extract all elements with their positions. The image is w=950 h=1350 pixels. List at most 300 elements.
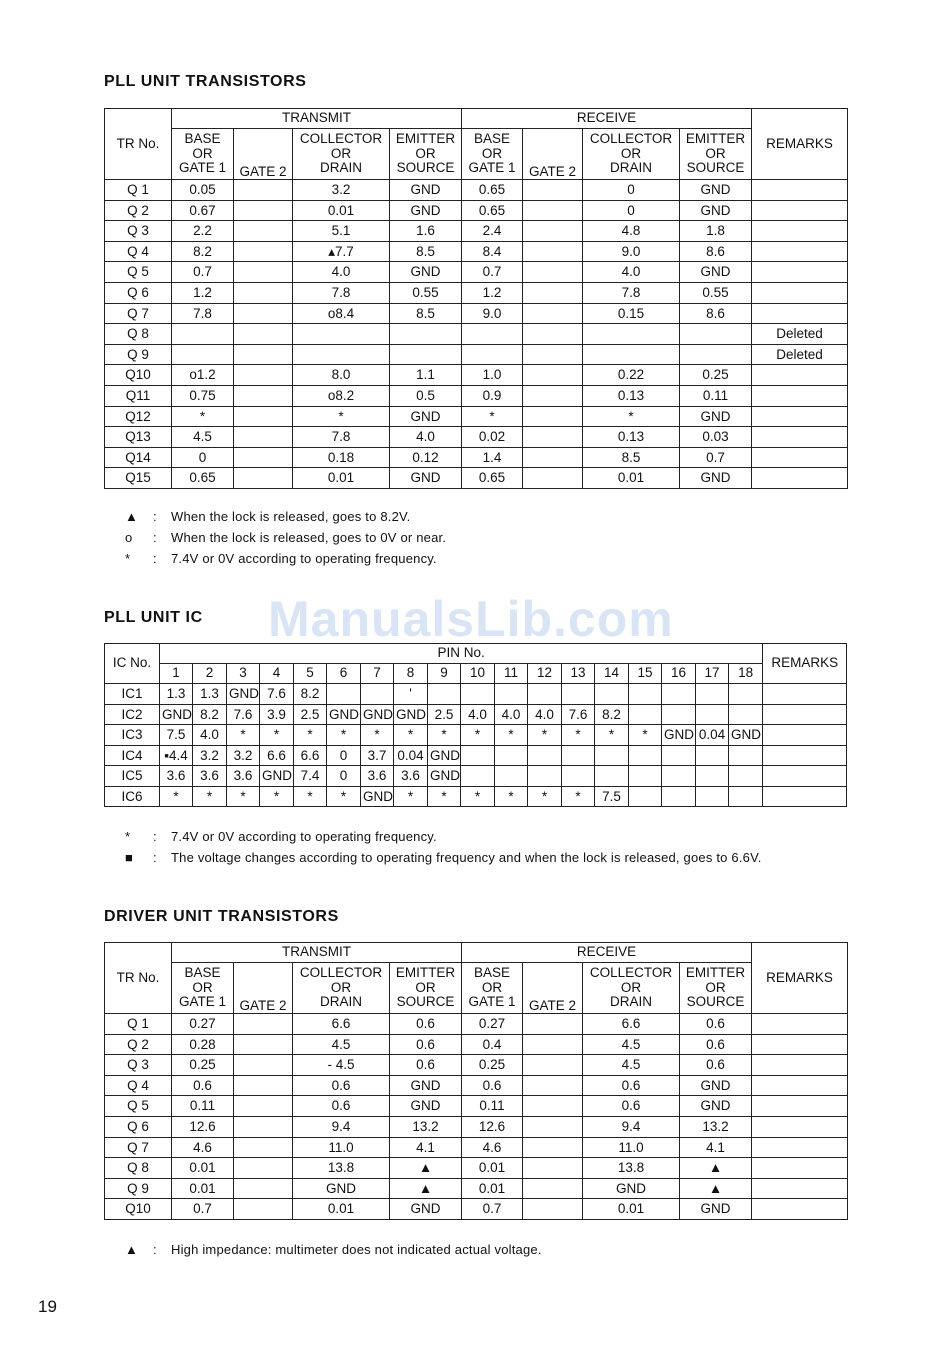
value-cell: 13.8 bbox=[293, 1158, 390, 1179]
value-cell bbox=[696, 766, 729, 787]
row-label-cell: Q11 bbox=[105, 385, 172, 406]
value-cell: * bbox=[428, 786, 461, 807]
value-cell bbox=[234, 180, 293, 201]
note-line: * : 7.4V or 0V according to operating frequency. bbox=[125, 551, 437, 566]
value-cell: 0.01 bbox=[583, 1199, 680, 1220]
value-cell bbox=[234, 385, 293, 406]
row-label-cell: Q 7 bbox=[105, 1137, 172, 1158]
value-cell: 0.01 bbox=[172, 1178, 234, 1199]
driver-transistors-title: DRIVER UNIT TRANSISTORS bbox=[104, 908, 339, 925]
table-row bbox=[105, 745, 847, 766]
row-label-cell: Q 2 bbox=[105, 1034, 172, 1055]
value-cell: * bbox=[260, 786, 294, 807]
value-cell bbox=[495, 684, 528, 705]
header-pin-no: PIN No. bbox=[160, 644, 763, 664]
row-label-cell: Q 1 bbox=[105, 180, 172, 201]
header-remarks: REMARKS bbox=[763, 644, 847, 684]
value-cell bbox=[234, 262, 293, 283]
table-row bbox=[105, 1055, 848, 1076]
value-cell: 8.5 bbox=[390, 241, 462, 262]
driver-transistors-table bbox=[104, 942, 848, 1220]
value-cell: 0.25 bbox=[680, 365, 752, 386]
header-receive: RECEIVE bbox=[462, 109, 752, 129]
value-cell bbox=[293, 344, 390, 365]
value-cell: 0.25 bbox=[462, 1055, 523, 1076]
value-cell: 0.02 bbox=[462, 427, 523, 448]
row-label-cell: Q 7 bbox=[105, 303, 172, 324]
value-cell: 2.5 bbox=[294, 704, 327, 725]
value-cell: 3.6 bbox=[193, 766, 227, 787]
table-row bbox=[105, 221, 848, 242]
value-cell: GND bbox=[361, 704, 394, 725]
row-label-cell: IC5 bbox=[105, 766, 160, 787]
value-cell bbox=[752, 1014, 848, 1035]
note-text: When the lock is released, goes to 8.2V. bbox=[171, 509, 411, 524]
value-cell: * bbox=[461, 725, 495, 746]
value-cell: 0.6 bbox=[680, 1055, 752, 1076]
note-symbol: ▲ bbox=[125, 1242, 139, 1257]
value-cell: 8.6 bbox=[680, 303, 752, 324]
value-cell bbox=[327, 684, 361, 705]
value-cell: * bbox=[528, 786, 562, 807]
value-cell: * bbox=[583, 406, 680, 427]
value-cell: 1.6 bbox=[390, 221, 462, 242]
value-cell bbox=[234, 1034, 293, 1055]
value-cell bbox=[752, 262, 848, 283]
table-row bbox=[105, 344, 848, 365]
value-cell: 0.13 bbox=[583, 385, 680, 406]
value-cell bbox=[462, 344, 523, 365]
value-cell: 3.6 bbox=[160, 766, 193, 787]
pin-number-header: 18 bbox=[729, 664, 763, 684]
row-label-cell: Q13 bbox=[105, 427, 172, 448]
note-line: ▲ : When the lock is released, goes to 8.2V. bbox=[125, 509, 411, 524]
value-cell: * bbox=[495, 786, 528, 807]
value-cell: 7.4 bbox=[294, 766, 327, 787]
value-cell bbox=[752, 447, 848, 468]
row-label-cell: Q10 bbox=[105, 1199, 172, 1220]
value-cell: * bbox=[428, 725, 461, 746]
value-cell: 0.6 bbox=[293, 1075, 390, 1096]
value-cell bbox=[234, 200, 293, 221]
value-cell bbox=[523, 1055, 583, 1076]
value-cell bbox=[234, 1199, 293, 1220]
value-cell: 8.4 bbox=[462, 241, 523, 262]
value-cell: 4.0 bbox=[528, 704, 562, 725]
value-cell bbox=[752, 1034, 848, 1055]
header-emitter-source: EMITTER OR SOURCE bbox=[390, 963, 462, 1014]
value-cell: 2.2 bbox=[172, 221, 234, 242]
value-cell: GND bbox=[680, 180, 752, 201]
value-cell: 0.05 bbox=[172, 180, 234, 201]
value-cell: 0.03 bbox=[680, 427, 752, 448]
value-cell bbox=[523, 406, 583, 427]
pin-number-header: 7 bbox=[361, 664, 394, 684]
pin-number-header: 12 bbox=[528, 664, 562, 684]
watermark: ManualsLib.com bbox=[268, 591, 674, 647]
row-label-cell: IC1 bbox=[105, 684, 160, 705]
table-row bbox=[105, 406, 848, 427]
value-cell: 8.2 bbox=[294, 684, 327, 705]
value-cell bbox=[562, 766, 595, 787]
value-cell bbox=[528, 745, 562, 766]
value-cell: GND bbox=[361, 786, 394, 807]
table-row bbox=[105, 180, 848, 201]
value-cell: 4.0 bbox=[390, 427, 462, 448]
value-cell bbox=[752, 180, 848, 201]
value-cell bbox=[752, 200, 848, 221]
value-cell bbox=[234, 241, 293, 262]
value-cell: 0.28 bbox=[172, 1034, 234, 1055]
value-cell: 0.65 bbox=[462, 200, 523, 221]
row-label-cell: Q 3 bbox=[105, 221, 172, 242]
header-emitter-source: EMITTER OR SOURCE bbox=[390, 129, 462, 180]
value-cell: 4.0 bbox=[461, 704, 495, 725]
value-cell: * bbox=[227, 786, 260, 807]
header-collector-drain: COLLECTOR OR DRAIN bbox=[583, 129, 680, 180]
value-cell bbox=[752, 427, 848, 448]
value-cell: 0.6 bbox=[293, 1096, 390, 1117]
value-cell: GND bbox=[680, 1075, 752, 1096]
pin-number-header: 6 bbox=[327, 664, 361, 684]
value-cell: GND bbox=[662, 725, 696, 746]
value-cell: 0.6 bbox=[390, 1055, 462, 1076]
value-cell bbox=[729, 684, 763, 705]
value-cell bbox=[680, 324, 752, 345]
value-cell: 2.5 bbox=[428, 704, 461, 725]
value-cell: o1.2 bbox=[172, 365, 234, 386]
table-row bbox=[105, 303, 848, 324]
value-cell: ▴7.7 bbox=[293, 241, 390, 262]
pll-ic-body bbox=[105, 684, 847, 807]
value-cell: 0.11 bbox=[172, 1096, 234, 1117]
value-cell bbox=[629, 745, 662, 766]
value-cell: Deleted bbox=[752, 324, 848, 345]
value-cell bbox=[523, 1116, 583, 1137]
value-cell bbox=[729, 786, 763, 807]
value-cell: o8.2 bbox=[293, 385, 390, 406]
value-cell bbox=[752, 1137, 848, 1158]
value-cell: * bbox=[294, 725, 327, 746]
table-row bbox=[105, 385, 848, 406]
pin-number-header: 1 bbox=[160, 664, 193, 684]
value-cell bbox=[696, 684, 729, 705]
table-row bbox=[105, 1014, 848, 1035]
table-row bbox=[105, 241, 848, 262]
value-cell: 1.3 bbox=[193, 684, 227, 705]
value-cell: 0.55 bbox=[680, 282, 752, 303]
value-cell bbox=[662, 684, 696, 705]
note-text: 7.4V or 0V according to operating frequency. bbox=[171, 829, 437, 844]
value-cell: * bbox=[528, 725, 562, 746]
value-cell bbox=[629, 704, 662, 725]
table-row bbox=[105, 200, 848, 221]
value-cell bbox=[523, 180, 583, 201]
row-label-cell: Q 6 bbox=[105, 1116, 172, 1137]
note-text: High impedance: multimeter does not indicated actual voltage. bbox=[171, 1242, 542, 1257]
value-cell: 4.5 bbox=[293, 1034, 390, 1055]
table-row bbox=[105, 324, 848, 345]
value-cell: 0.01 bbox=[293, 200, 390, 221]
value-cell: 1.8 bbox=[680, 221, 752, 242]
note-symbol: * bbox=[125, 829, 131, 844]
value-cell: 3.7 bbox=[361, 745, 394, 766]
table-row bbox=[105, 262, 848, 283]
value-cell: 0.6 bbox=[583, 1075, 680, 1096]
value-cell: * bbox=[562, 725, 595, 746]
table-row bbox=[105, 786, 847, 807]
value-cell: 0.22 bbox=[583, 365, 680, 386]
value-cell: 8.5 bbox=[583, 447, 680, 468]
value-cell bbox=[523, 1096, 583, 1117]
pll-ic-table bbox=[104, 643, 847, 807]
pin-number-header: 9 bbox=[428, 664, 461, 684]
value-cell bbox=[234, 468, 293, 489]
row-label-cell: Q14 bbox=[105, 447, 172, 468]
value-cell: 8.2 bbox=[595, 704, 629, 725]
value-cell: GND bbox=[327, 704, 361, 725]
value-cell: GND bbox=[680, 1199, 752, 1220]
row-label-cell: Q10 bbox=[105, 365, 172, 386]
value-cell bbox=[293, 324, 390, 345]
value-cell: GND bbox=[680, 1096, 752, 1117]
value-cell: 11.0 bbox=[583, 1137, 680, 1158]
pll-transistors-table bbox=[104, 108, 848, 489]
value-cell: 0.27 bbox=[172, 1014, 234, 1035]
pin-number-header: 13 bbox=[562, 664, 595, 684]
value-cell: GND bbox=[390, 406, 462, 427]
value-cell: 0.13 bbox=[583, 427, 680, 448]
value-cell bbox=[523, 1014, 583, 1035]
value-cell bbox=[390, 324, 462, 345]
value-cell bbox=[662, 704, 696, 725]
table-row bbox=[105, 704, 847, 725]
table-row bbox=[105, 447, 848, 468]
header-base-gate1: BASE OR GATE 1 bbox=[462, 129, 523, 180]
value-cell: 0.11 bbox=[462, 1096, 523, 1117]
row-label-cell: Q 5 bbox=[105, 1096, 172, 1117]
value-cell: 0 bbox=[327, 745, 361, 766]
pin-number-header: 3 bbox=[227, 664, 260, 684]
value-cell bbox=[752, 1158, 848, 1179]
value-cell: 4.0 bbox=[495, 704, 528, 725]
value-cell: GND bbox=[680, 468, 752, 489]
value-cell: 4.5 bbox=[172, 427, 234, 448]
value-cell bbox=[523, 1034, 583, 1055]
value-cell: 8.5 bbox=[390, 303, 462, 324]
value-cell: * bbox=[160, 786, 193, 807]
value-cell: * bbox=[193, 786, 227, 807]
value-cell bbox=[752, 1055, 848, 1076]
value-cell: 2.4 bbox=[462, 221, 523, 242]
value-cell bbox=[752, 1178, 848, 1199]
page-number: 19 bbox=[38, 1297, 57, 1316]
value-cell: 3.6 bbox=[361, 766, 394, 787]
value-cell: 0.9 bbox=[462, 385, 523, 406]
value-cell: 7.8 bbox=[172, 303, 234, 324]
pin-number-header: 4 bbox=[260, 664, 294, 684]
value-cell: 0.18 bbox=[293, 447, 390, 468]
pin-number-header: 11 bbox=[495, 664, 528, 684]
value-cell: 0.6 bbox=[680, 1034, 752, 1055]
value-cell: * bbox=[327, 725, 361, 746]
value-cell: 1.1 bbox=[390, 365, 462, 386]
value-cell: GND bbox=[390, 1096, 462, 1117]
value-cell: 0.04 bbox=[394, 745, 428, 766]
value-cell bbox=[763, 745, 847, 766]
row-label-cell: IC6 bbox=[105, 786, 160, 807]
table-row bbox=[105, 725, 847, 746]
table-row bbox=[105, 282, 848, 303]
value-cell: o8.4 bbox=[293, 303, 390, 324]
value-cell: 3.6 bbox=[394, 766, 428, 787]
value-cell bbox=[523, 1158, 583, 1179]
value-cell bbox=[752, 468, 848, 489]
table-row bbox=[105, 1158, 848, 1179]
value-cell: 4.0 bbox=[583, 262, 680, 283]
value-cell: 7.8 bbox=[293, 427, 390, 448]
value-cell: 7.5 bbox=[160, 725, 193, 746]
value-cell: 7.8 bbox=[583, 282, 680, 303]
value-cell bbox=[752, 1116, 848, 1137]
value-cell: * bbox=[394, 786, 428, 807]
table-row bbox=[105, 1034, 848, 1055]
value-cell bbox=[523, 241, 583, 262]
value-cell: ▲ bbox=[680, 1158, 752, 1179]
driver-transistors-body bbox=[105, 1014, 848, 1220]
value-cell: 3.2 bbox=[227, 745, 260, 766]
value-cell: 0.25 bbox=[172, 1055, 234, 1076]
value-cell: 9.4 bbox=[583, 1116, 680, 1137]
value-cell bbox=[234, 1137, 293, 1158]
value-cell: 0 bbox=[172, 447, 234, 468]
value-cell bbox=[523, 365, 583, 386]
value-cell bbox=[629, 766, 662, 787]
value-cell: 0.67 bbox=[172, 200, 234, 221]
value-cell: 8.2 bbox=[193, 704, 227, 725]
value-cell: 4.5 bbox=[583, 1034, 680, 1055]
value-cell: 11.0 bbox=[293, 1137, 390, 1158]
value-cell bbox=[562, 684, 595, 705]
value-cell: 13.2 bbox=[680, 1116, 752, 1137]
note-line: ▲ : High impedance: multimeter does not indicated actual voltage. bbox=[125, 1242, 542, 1257]
value-cell bbox=[523, 221, 583, 242]
value-cell bbox=[234, 1075, 293, 1096]
value-cell: 7.6 bbox=[562, 704, 595, 725]
table-row bbox=[105, 684, 847, 705]
value-cell bbox=[523, 1137, 583, 1158]
value-cell: 6.6 bbox=[294, 745, 327, 766]
value-cell bbox=[234, 344, 293, 365]
value-cell bbox=[729, 745, 763, 766]
value-cell bbox=[583, 324, 680, 345]
value-cell: 0.6 bbox=[680, 1014, 752, 1035]
value-cell bbox=[629, 786, 662, 807]
value-cell: 0.01 bbox=[293, 468, 390, 489]
value-cell: GND bbox=[394, 704, 428, 725]
note-line: * : 7.4V or 0V according to operating frequency. bbox=[125, 829, 437, 844]
header-gate2: GATE 2 bbox=[523, 129, 583, 180]
value-cell bbox=[583, 344, 680, 365]
row-label-cell: IC3 bbox=[105, 725, 160, 746]
value-cell: 8.2 bbox=[172, 241, 234, 262]
row-label-cell: Q 2 bbox=[105, 200, 172, 221]
value-cell: * bbox=[172, 406, 234, 427]
row-label-cell: Q 1 bbox=[105, 1014, 172, 1035]
value-cell: 7.8 bbox=[293, 282, 390, 303]
header-transmit: TRANSMIT bbox=[172, 943, 462, 963]
pin-number-header: 8 bbox=[394, 664, 428, 684]
value-cell: GND bbox=[428, 766, 461, 787]
value-cell bbox=[523, 447, 583, 468]
value-cell bbox=[763, 786, 847, 807]
pin-number-header: 5 bbox=[294, 664, 327, 684]
value-cell bbox=[752, 365, 848, 386]
value-cell: GND bbox=[227, 684, 260, 705]
row-label-cell: Q15 bbox=[105, 468, 172, 489]
value-cell bbox=[234, 324, 293, 345]
value-cell: 3.2 bbox=[293, 180, 390, 201]
value-cell bbox=[595, 745, 629, 766]
value-cell: 13.2 bbox=[390, 1116, 462, 1137]
value-cell: 0.7 bbox=[680, 447, 752, 468]
value-cell: 12.6 bbox=[462, 1116, 523, 1137]
value-cell: 4.1 bbox=[680, 1137, 752, 1158]
value-cell: 0.65 bbox=[462, 180, 523, 201]
pll-ic-title: PLL UNIT IC bbox=[104, 609, 203, 626]
header-tr-no: TR No. bbox=[105, 109, 172, 180]
value-cell: 0.01 bbox=[462, 1158, 523, 1179]
value-cell: GND bbox=[680, 200, 752, 221]
value-cell: 4.1 bbox=[390, 1137, 462, 1158]
value-cell bbox=[523, 282, 583, 303]
value-cell: 9.4 bbox=[293, 1116, 390, 1137]
pin-number-row bbox=[105, 664, 847, 684]
note-line: o : When the lock is released, goes to 0V or near. bbox=[125, 530, 447, 545]
value-cell bbox=[595, 684, 629, 705]
table-row bbox=[105, 427, 848, 448]
value-cell bbox=[172, 324, 234, 345]
value-cell bbox=[234, 1096, 293, 1117]
value-cell: GND bbox=[293, 1178, 390, 1199]
row-label-cell: Q 4 bbox=[105, 1075, 172, 1096]
value-cell: 0.01 bbox=[583, 468, 680, 489]
value-cell bbox=[696, 745, 729, 766]
value-cell bbox=[462, 324, 523, 345]
header-collector-drain: COLLECTOR OR DRAIN bbox=[293, 129, 390, 180]
value-cell bbox=[234, 1014, 293, 1035]
value-cell bbox=[234, 221, 293, 242]
value-cell: GND bbox=[680, 406, 752, 427]
value-cell: * bbox=[394, 725, 428, 746]
value-cell: 4.0 bbox=[193, 725, 227, 746]
value-cell bbox=[662, 745, 696, 766]
value-cell: ▲ bbox=[390, 1158, 462, 1179]
row-label-cell: Q12 bbox=[105, 406, 172, 427]
value-cell: 0.15 bbox=[583, 303, 680, 324]
value-cell: - 4.5 bbox=[293, 1055, 390, 1076]
table-row bbox=[105, 468, 848, 489]
row-label-cell: Q 3 bbox=[105, 1055, 172, 1076]
value-cell bbox=[752, 241, 848, 262]
value-cell: 0.01 bbox=[462, 1178, 523, 1199]
value-cell: GND bbox=[390, 1075, 462, 1096]
value-cell bbox=[752, 406, 848, 427]
value-cell bbox=[729, 766, 763, 787]
value-cell bbox=[234, 406, 293, 427]
value-cell: 8.6 bbox=[680, 241, 752, 262]
value-cell: ' bbox=[394, 684, 428, 705]
